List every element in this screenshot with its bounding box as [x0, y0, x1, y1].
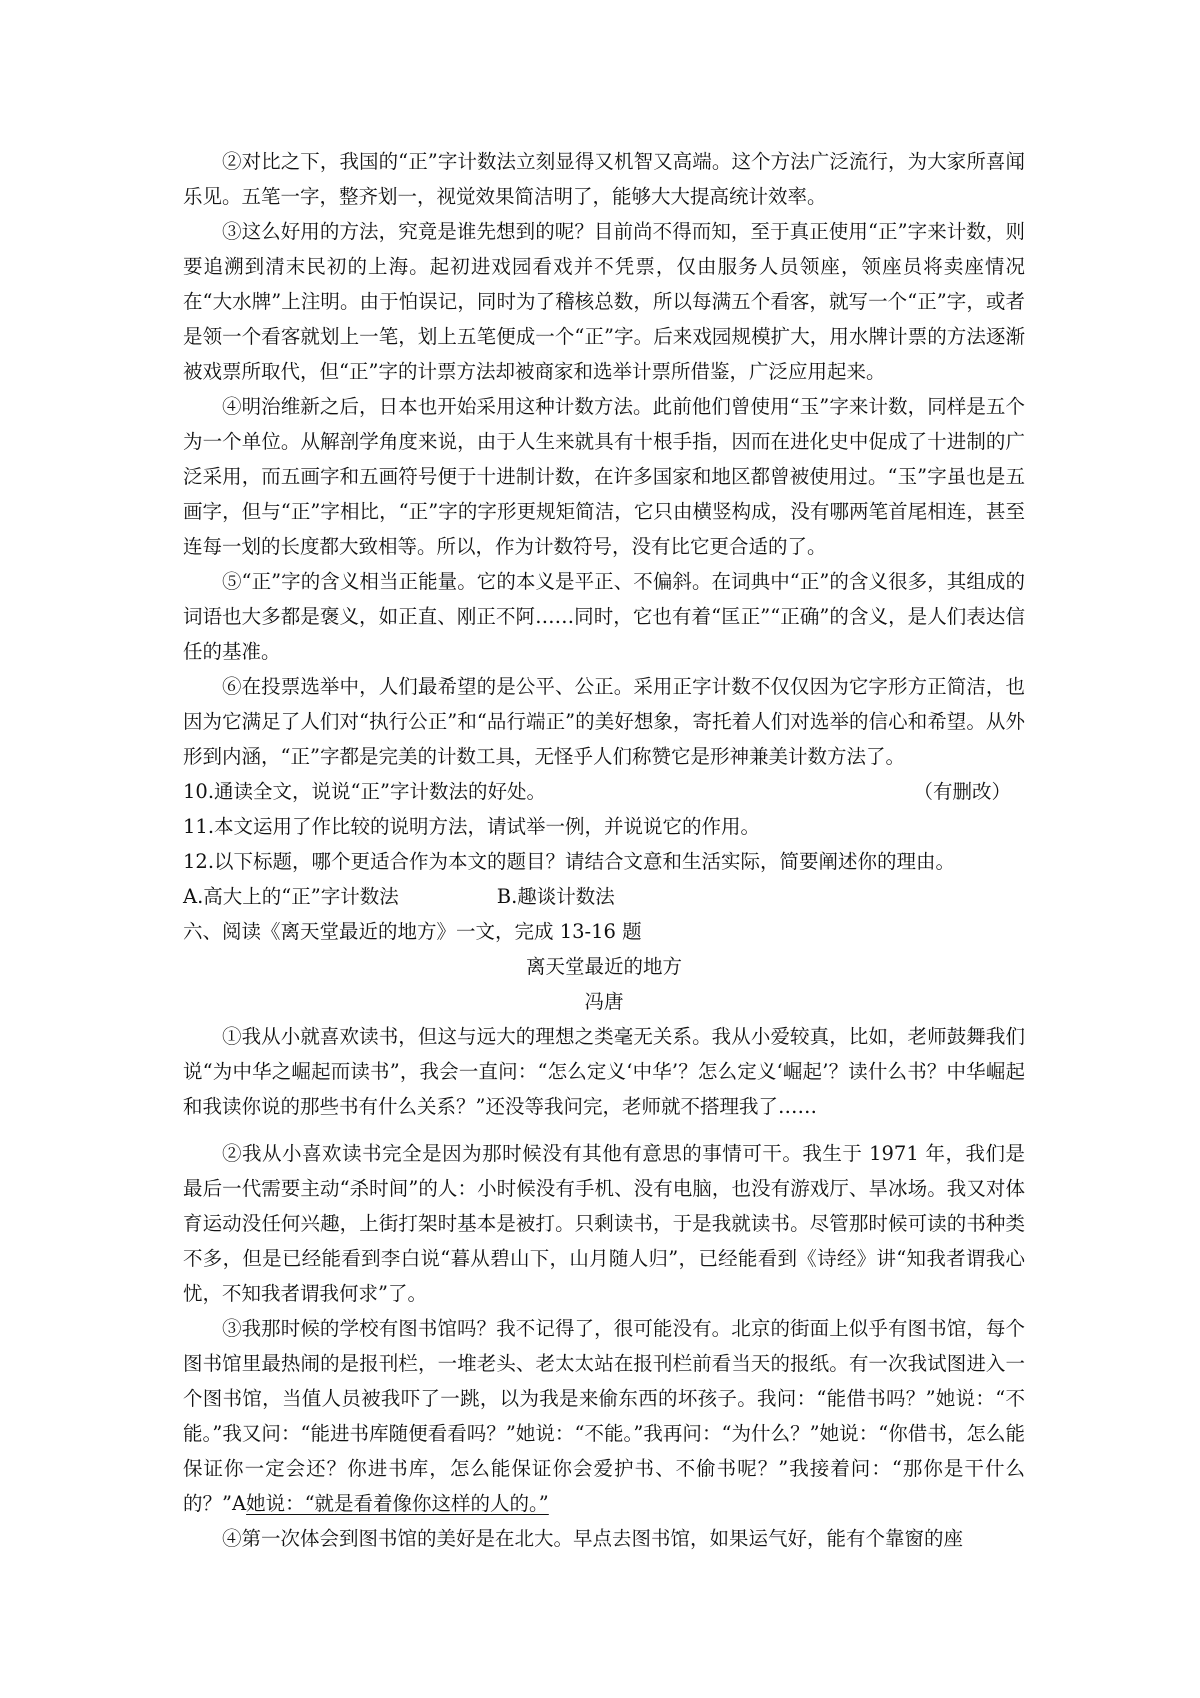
option-a: A.高大上的“正”字计数法 — [183, 885, 399, 908]
section-6-heading: 六、阅读《离天堂最近的地方》一文，完成 13-16 题 — [183, 920, 642, 943]
article-paragraph-2: ②对比之下，我国的“正”字计数法立刻显得又机智又高端。这个方法广泛流行，为大家所喜闻乐见。五笔一字，整齐划一，视觉效果简洁明了，能够大大提高统计效率。 — [183, 150, 1025, 208]
question-12: 12.以下标题，哪个更适合作为本文的题目？请结合文意和生活实际，简要阐述你的理由。 — [183, 850, 956, 873]
story-paragraph-1: ①我从小就喜欢读书，但这与远大的理想之类毫无关系。我从小爱较真，比如，老师鼓舞我们说“为中华之崛起而读书”，我会一直问：“怎么定义‘中华’？怎么定义‘崛起’？读什么书？中华崛起和我读你说的那些书有什么关系？”还没等我问完，老师就不搭理我了…… — [183, 1025, 1025, 1118]
paragraph-3-text: ③我那时候的学校有图书馆吗？我不记得了，很可能没有。北京的街面上似乎有图书馆，每个图书馆里最热闹的是报刊栏，一堆老头、老太太站在报刊栏前看当天的报纸。有一次我试图进入一个图书馆，当值人员被我吓了一跳，以为我是来偷东西的坏孩子。我问：“能借书吗？”她说：“不能。”我又问：“能进书库随便看看吗？”她说：“不能。”我再问：“为什么？”她说：“你借书，怎么能保证你一定会还？你进书库，怎么能保证你会爱护书、不偷书呢？”我接着问：“那你是干什么的？” — [183, 1317, 1025, 1515]
story-paragraph-3 — [183, 1311, 1025, 1521]
question-11: 11.本文运用了作比较的说明方法，请试举一例，并说说它的作用。 — [183, 815, 761, 838]
sentence-marker-a: A — [231, 1492, 247, 1515]
question-10: 10.通读全文，说说“正”字计数法的好处。 — [183, 780, 546, 803]
option-b: B.趣谈计数法 — [496, 885, 615, 908]
article-paragraph-3: ③这么好用的方法，究竟是谁先想到的呢？目前尚不得而知，至于真正使用“正”字来计数，则要追溯到清末民初的上海。起初进戏园看戏并不凭票，仅由服务人员领座，领座员将卖座情况在“大水牌”上注明。由于怕误记，同时为了稽核总数，所以每满五个看客，就写一个“正”字，或者是领一个看客就划上一笔，划上五笔便成一个“正”字。后来戏园规模扩大，用水牌计票的方法逐渐被戏票所取代，但“正”字的计票方法却被商家和选举计票所借鉴，广泛应用起来。 — [183, 220, 1025, 383]
article-paragraph-5: ⑤“正”字的含义相当正能量。它的本义是平正、不偏斜。在词典中“正”的含义很多，其组成的词语也大多都是褒义，如正直、刚正不阿……同时，它也有着“匡正”“正确”的含义，是人们表达信任的基准。 — [183, 570, 1025, 663]
question-12-options — [183, 879, 1025, 914]
article-title: 离天堂最近的地方 — [525, 955, 682, 978]
article-paragraph-4: ④明治维新之后，日本也开始采用这种计数方法。此前他们曾使用“玉”字来计数，同样是五个为一个单位。从解剖学角度来说，由于人生来就具有十根手指，因而在进化史中促成了十进制的广泛采用，而五画字和五画符号便于十进制计数，在许多国家和地区都曾被使用过。“玉”字虽也是五画字，但与“正”字相比，“正”字的字形更规矩简洁，它只由横竖构成，没有哪两笔首尾相连，甚至连每一划的长度都大致相等。所以，作为计数符号，没有比它更合适的了。 — [183, 395, 1025, 558]
underlined-sentence: 她说：“就是看着像你这样的人的。” — [246, 1492, 549, 1515]
edit-note: （有删改） — [913, 780, 1011, 803]
article-author: 冯唐 — [584, 990, 624, 1013]
story-paragraph-4: ④第一次体会到图书馆的美好是在北大。早点去图书馆，如果运气好，能有个靠窗的座 — [222, 1527, 964, 1550]
paragraph-6-text: ⑥在投票选举中，人们最希望的是公平、公正。采用正字计数不仅仅因为它字形方正简洁，也因为它满足了人们对“执行公正”和“品行端正”的美好想象，寄托着人们对选举的信心和希望。从外形到内涵，“正”字都是完美的计数工具，无怪乎人们称赞它是形神兼美计数方法了。 — [183, 675, 1025, 768]
story-paragraph-2: ②我从小喜欢读书完全是因为那时候没有其他有意思的事情可干。我生于 1971 年，我们是最后一代需要主动“杀时间”的人：小时候没有手机、没有电脑，也没有游戏厅、旱冰场。我又对体育运动没任何兴趣，上街打架时基本是被打。只剩读书，于是我就读书。尽管那时候可读的书种类不多，但是已经能看到李白说“暮从碧山下，山月随人归”，已经能看到《诗经》讲“知我者谓我心忧，不知我者谓我何求”了。 — [183, 1142, 1025, 1305]
document-page — [183, 144, 1025, 1556]
